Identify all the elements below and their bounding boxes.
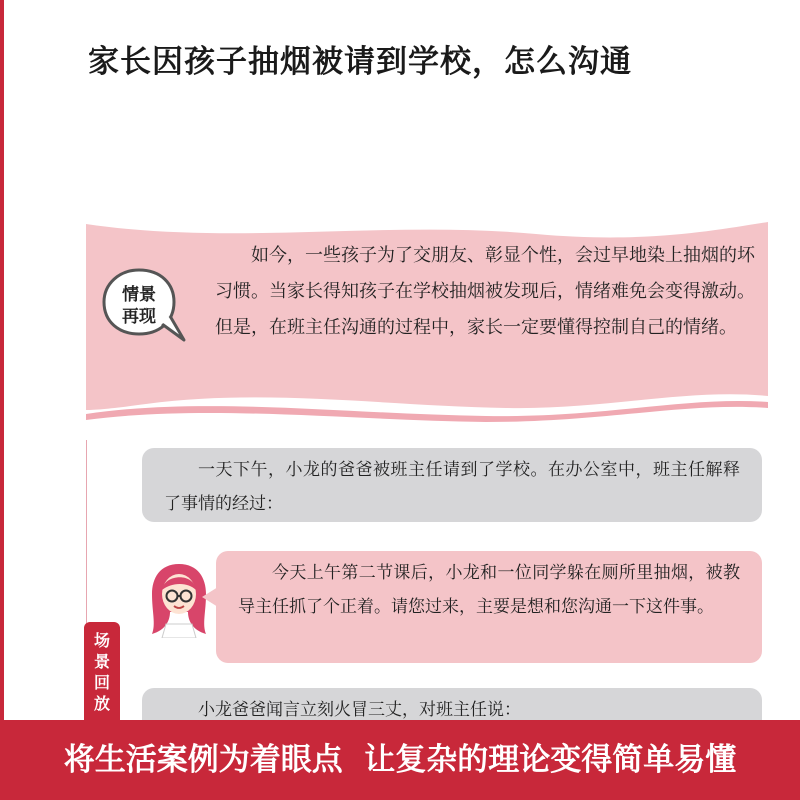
narration-bubble-2: 小龙爸爸闻言立刻火冒三丈，对班主任说： [142,688,762,748]
scene-recreate-label-line1: 情景 [122,285,156,305]
page-left-rule [0,0,4,720]
scene-replay-tab [84,622,120,722]
page-title: 家长因孩子抽烟被请到学校，怎么沟通 [88,44,632,80]
scene-replay-tab-label: 场景回放 [93,631,110,713]
teacher-avatar-icon [148,560,210,638]
teacher-speech-bubble [216,551,762,663]
intro-paragraph: 如今，一些孩子为了交朋友、彰显个性，会过早地染上抽烟的坏习惯。当家长得知孩子在学校抽烟被发现后，情绪难免会变得激动。但是，在班主任沟通的过程中，家长一定要懂得控制自己的情绪。 [215,245,755,338]
scene-recreate-label [100,284,178,328]
bubble-tail [202,587,218,607]
intro-banner [86,218,768,422]
footer-banner [0,720,800,800]
footer-slogan: 将生活案例为着眼点 让复杂的理论变得简单易懂 [63,742,737,778]
teacher-speech-text: 今天上午第二节课后，小龙和一位同学躲在厕所里抽烟，被教导主任抓了个正着。请您过来，主要是想和您沟通一下这件事。 [238,563,740,617]
scene-recreate-badge [100,266,188,344]
scene-recreate-label-line2: 再现 [122,307,156,327]
narration-bubble: 一天下午，小龙的爸爸被班主任请到了学校。在办公室中，班主任解释了事情的经过： [142,448,762,522]
